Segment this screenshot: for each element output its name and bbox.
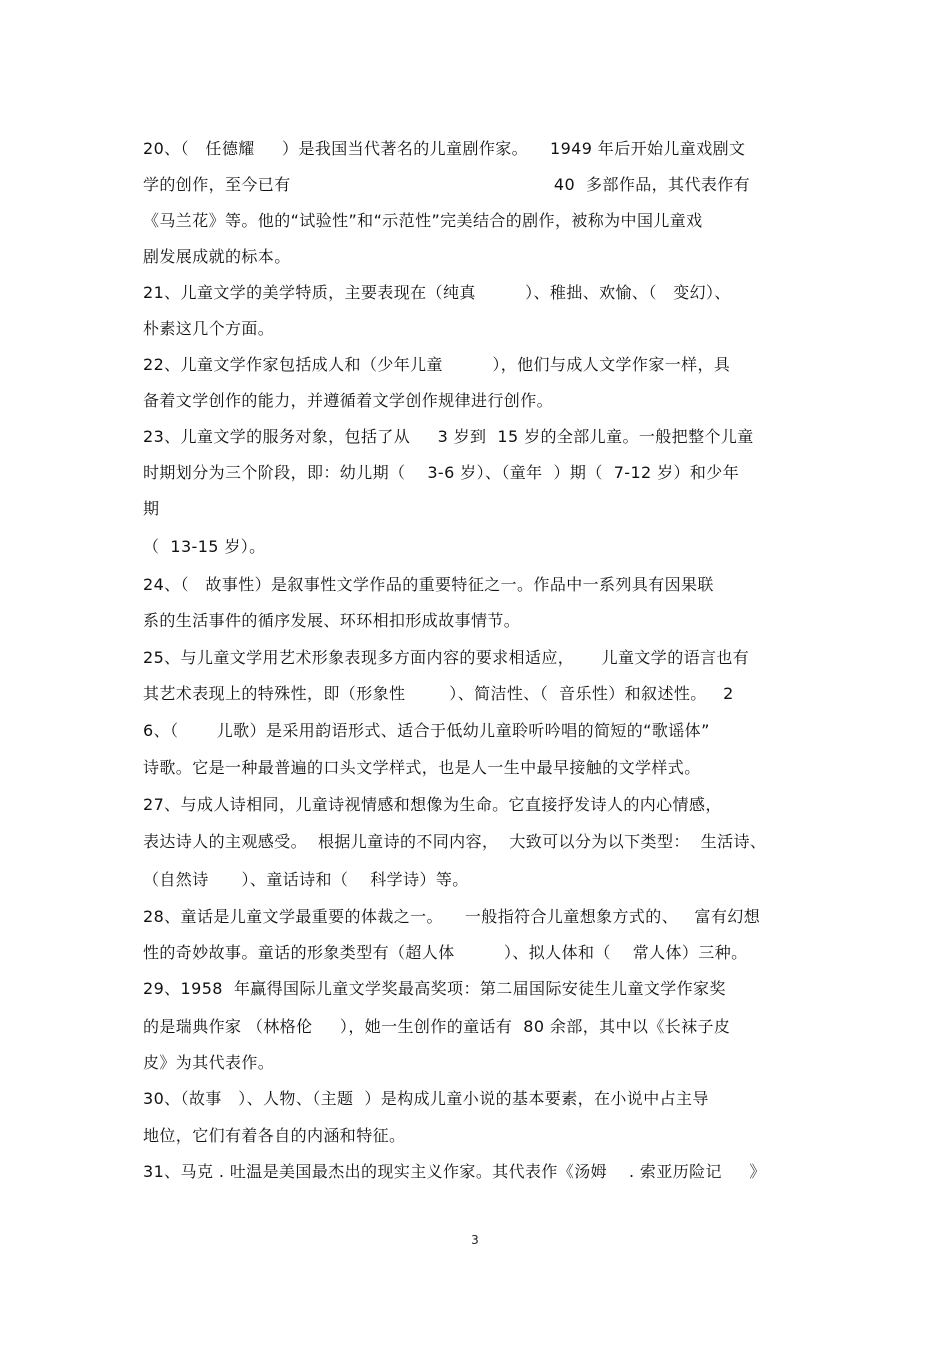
page-number: 3: [471, 1233, 479, 1247]
text-line: 备着文学创作的能力，并遵循着文学创作规律进行创作。: [143, 391, 554, 410]
text-line: 地位，它们有着各自的内涵和特征。: [143, 1126, 406, 1145]
text-line: 诗歌。它是一种最普遍的口头文学样式，也是人一生中最早接触的文学样式。: [143, 758, 701, 777]
text-line: 20、（ 任德耀 ）是我国当代著名的儿童剧作家。 1949 年后开始儿童戏剧文: [143, 139, 746, 158]
text-line: 皮》为其代表作。: [143, 1053, 275, 1072]
text-line: 31、马克 . 吐温是美国最杰出的现实主义作家。其代表作《汤姆 . 索亚历险记 》: [143, 1162, 766, 1181]
text-line: 30、（故事 ）、人物、（主题 ）是构成儿童小说的基本要素，在小说中占主导: [143, 1089, 709, 1108]
text-line: 29、1958 年赢得国际儿童文学奖最高奖项：第二届国际安徒生儿童文学作家奖: [143, 979, 726, 998]
text-line: 21、儿童文学的美学特质，主要表现在（纯真 ）、稚拙、欢愉、（ 变幻）、: [143, 283, 731, 302]
text-line: 系的生活事件的循序发展、环环相扣形成故事情节。: [143, 611, 521, 630]
text-line: 6、（ 儿歌）是采用韵语形式、适合于低幼儿童聆听吟唱的简短的“歌谣体”: [143, 721, 710, 740]
text-line: 27、与成人诗相同，儿童诗视情感和想像为生命。它直接抒发诗人的内心情感，: [143, 795, 722, 814]
text-line: 期: [143, 499, 160, 518]
text-line: 的是瑞典作家 （林格伦 ），她一生创作的童话有 80 余部，其中以《长袜子皮: [143, 1017, 731, 1036]
text-line: 朴素这几个方面。: [143, 319, 275, 338]
text-line: 24、（ 故事性）是叙事性文学作品的重要特征之一。作品中一系列具有因果联: [143, 575, 714, 594]
text-line: 学的创作，至今已有 40 多部作品，其代表作有: [143, 175, 751, 194]
text-line: 时期划分为三个阶段，即：幼儿期（ 3-6 岁）、（童年 ）期（ 7-12 岁）和少年: [143, 463, 740, 482]
text-line: （ 13-15 岁）。: [143, 537, 266, 556]
text-line: 23、儿童文学的服务对象，包括了从 3 岁到 15 岁的全部儿童。一般把整个儿童: [143, 427, 754, 446]
text-line: 性的奇妙故事。童话的形象类型有（超人体 ）、拟人体和（ 常人体）三种。: [143, 943, 748, 962]
text-line: 剧发展成就的标本。: [143, 247, 291, 266]
text-line: 22、儿童文学作家包括成人和（少年儿童 ），他们与成人文学作家一样，具: [143, 355, 731, 374]
text-line: 《马兰花》等。他的“试验性”和“示范性”完美结合的剧作，被称为中国儿童戏: [143, 211, 703, 230]
text-line: 28、童话是儿童文学最重要的体裁之一。 一般指符合儿童想象方式的、 富有幻想: [143, 907, 761, 926]
text-line: 25、与儿童文学用艺术形象表现多方面内容的要求相适应， 儿童文学的语言也有: [143, 648, 750, 667]
text-line: （自然诗 ）、童话诗和（ 科学诗）等。: [143, 870, 469, 889]
text-line: 其艺术表现上的特殊性，即（形象性 ）、简洁性、（ 音乐性）和叙述性。 2: [143, 684, 734, 703]
text-line: 表达诗人的主观感受。 根据儿童诗的不同内容， 大致可以分为以下类型： 生活诗、: [143, 832, 767, 851]
